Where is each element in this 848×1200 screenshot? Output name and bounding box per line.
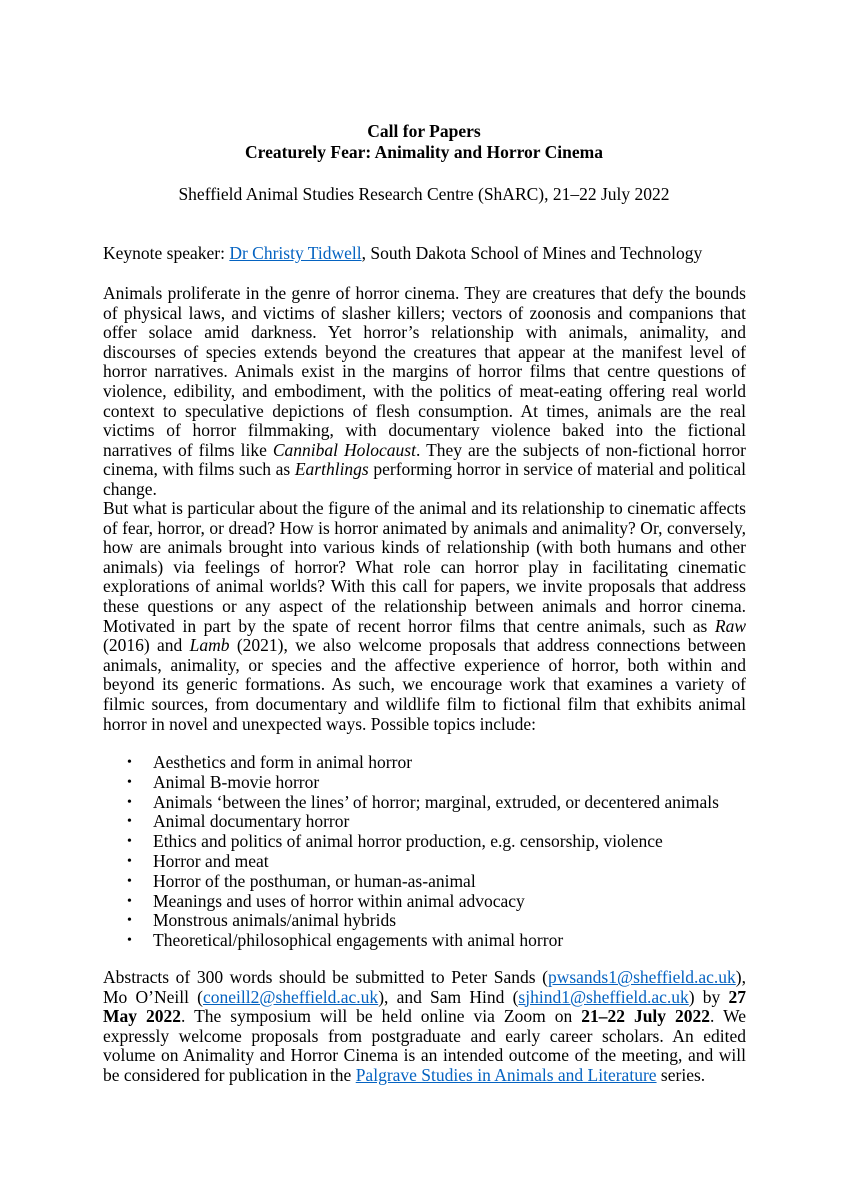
topic-text: Horror and meat [153,850,269,871]
email-link-sam-hind[interactable]: sjhind1@sheffield.ac.uk [518,986,689,1007]
bullet-icon: • [127,933,132,949]
symposium-dates: 21–22 July 2022 [581,1006,711,1027]
intro-paragraph [103,284,746,500]
bullet-icon: • [127,834,132,850]
list-item [103,931,746,951]
list-item [103,892,746,912]
submission-paragraph [103,968,746,1086]
submission-text-b: ), Mo O’Neill ( [103,967,746,1007]
list-item [103,793,746,813]
submission-deadline: 27 May 2022 [103,986,746,1027]
topic-text: Animals ‘between the lines’ of horror; marginal, extruded, or decentered animals [153,791,719,812]
email-link-mo-oneill[interactable]: coneill2@sheffield.ac.uk [203,986,379,1007]
bullet-icon: • [127,913,132,929]
submission-text-d: ) by [688,986,729,1007]
keynote-affiliation: , South Dakota School of Mines and Technology [361,243,703,263]
bullet-icon: • [127,893,132,909]
list-item [103,812,746,832]
series-link[interactable]: Palgrave Studies in Animals and Literature [355,1064,657,1085]
topic-text: Ethics and politics of animal horror production, e.g. censorship, violence [153,831,663,852]
topic-text: Monstrous animals/animal hybrids [153,910,397,931]
event-line: Sheffield Animal Studies Research Centre (ShARC), 21–22 July 2022 [178,184,670,204]
bullet-icon: • [127,755,132,770]
keynote-speaker-link[interactable]: Dr Christy Tidwell [229,243,362,263]
questions-text-b: (2016) and [103,635,190,656]
bullet-icon: • [127,774,132,790]
film-title-cannibal-holocaust: Cannibal Holocaust [272,439,416,460]
bullet-icon: • [127,794,132,810]
questions-paragraph [103,499,746,734]
film-title-earthlings: Earthlings [294,459,369,480]
bullet-icon: • [127,853,132,869]
bullet-icon: • [127,873,132,889]
list-item [103,773,746,793]
film-title-lamb: Lamb [189,635,230,656]
film-title-raw: Raw [714,615,746,636]
topics-list [103,753,746,951]
topic-text: Aesthetics and form in animal horror [153,752,413,772]
document-subtitle: Creaturely Fear: Animality and Horror Cinema [245,142,603,162]
submission-text-g: series. [656,1064,706,1085]
document-header [0,121,848,205]
document-title: Call for Papers [367,121,481,141]
intro-text-a: Animals proliferate in the genre of horror cinema. They are creatures that defy the bounds of physical laws, and victims of slasher killers; vectors of zoonosis and companions that offer solace amid darkness. Yet horror’s relationship with animals, animality, and discourses of species extends beyond the creatures that appear at the manifest level of horror narratives. Animals exist in the margins of horror films that centre questions of violence, edibility, and embodiment, with the politics of meat-eating offering real world context to speculative depictions of flesh consumption. At times, animals are the real victims of horror filmmaking, with documentary violence baked into the fictional narratives of films like [103,283,746,460]
submission-text-a: Abstracts of 300 words should be submitted to Peter Sands ( [103,967,548,987]
topic-text: Meanings and uses of horror within animal advocacy [153,890,525,911]
topic-text: Animal B-movie horror [153,771,320,792]
keynote-line [103,243,753,264]
keynote-prefix: Keynote speaker: [103,243,230,263]
submission-text-c: ), and Sam Hind ( [378,986,519,1007]
questions-text-c: (2021), we also welcome proposals that address connections between animals, animality, or species and the affective experience of horror, both within and beyond its generic formations. As such, we encourage work that examines a variety of filmic sources, from documentary and wildlife film to fictional film that exhibits animal horror in novel and unexpected ways. Possible topics include: [103,635,746,734]
email-link-peter-sands[interactable]: pwsands1@sheffield.ac.uk [547,967,736,987]
bullet-icon: • [127,814,132,830]
submission-text-f: . We expressly welcome proposals from postgraduate and early career scholars. An edited volume on Animality and Horror Cinema is an intended outcome of the meeting, and will be considered for publication in the [103,1006,746,1085]
topic-text: Horror of the posthuman, or human-as-animal [153,870,476,891]
list-item [103,872,746,892]
topic-text: Animal documentary horror [153,811,350,832]
list-item [103,832,746,852]
intro-text-b: . They are the subjects of non-fictional horror cinema, with films such as [103,439,746,480]
questions-text-a: But what is particular about the figure of the animal and its relationship to cinematic affects of fear, horror, or dread? How is horror animated by animals and animality? Or, conversely, how are animals brought into various kinds of relationship (with both humans and other animals) via feelings of horror? What role can horror play in facilitating cinematic explorations of animal worlds? With this call for papers, we invite proposals that address these questions or any aspect of the relationship between animals and horror cinema. Motivated in part by the spate of recent horror films that centre animals, such as [103,498,746,636]
list-item [103,852,746,872]
list-item [103,911,746,931]
topic-text: Theoretical/philosophical engagements with animal horror [153,930,564,951]
submission-text-e: . The symposium will be held online via Zoom on [181,1006,582,1027]
list-item [103,753,746,773]
intro-text-c: performing horror in service of material and political change. [103,459,746,499]
